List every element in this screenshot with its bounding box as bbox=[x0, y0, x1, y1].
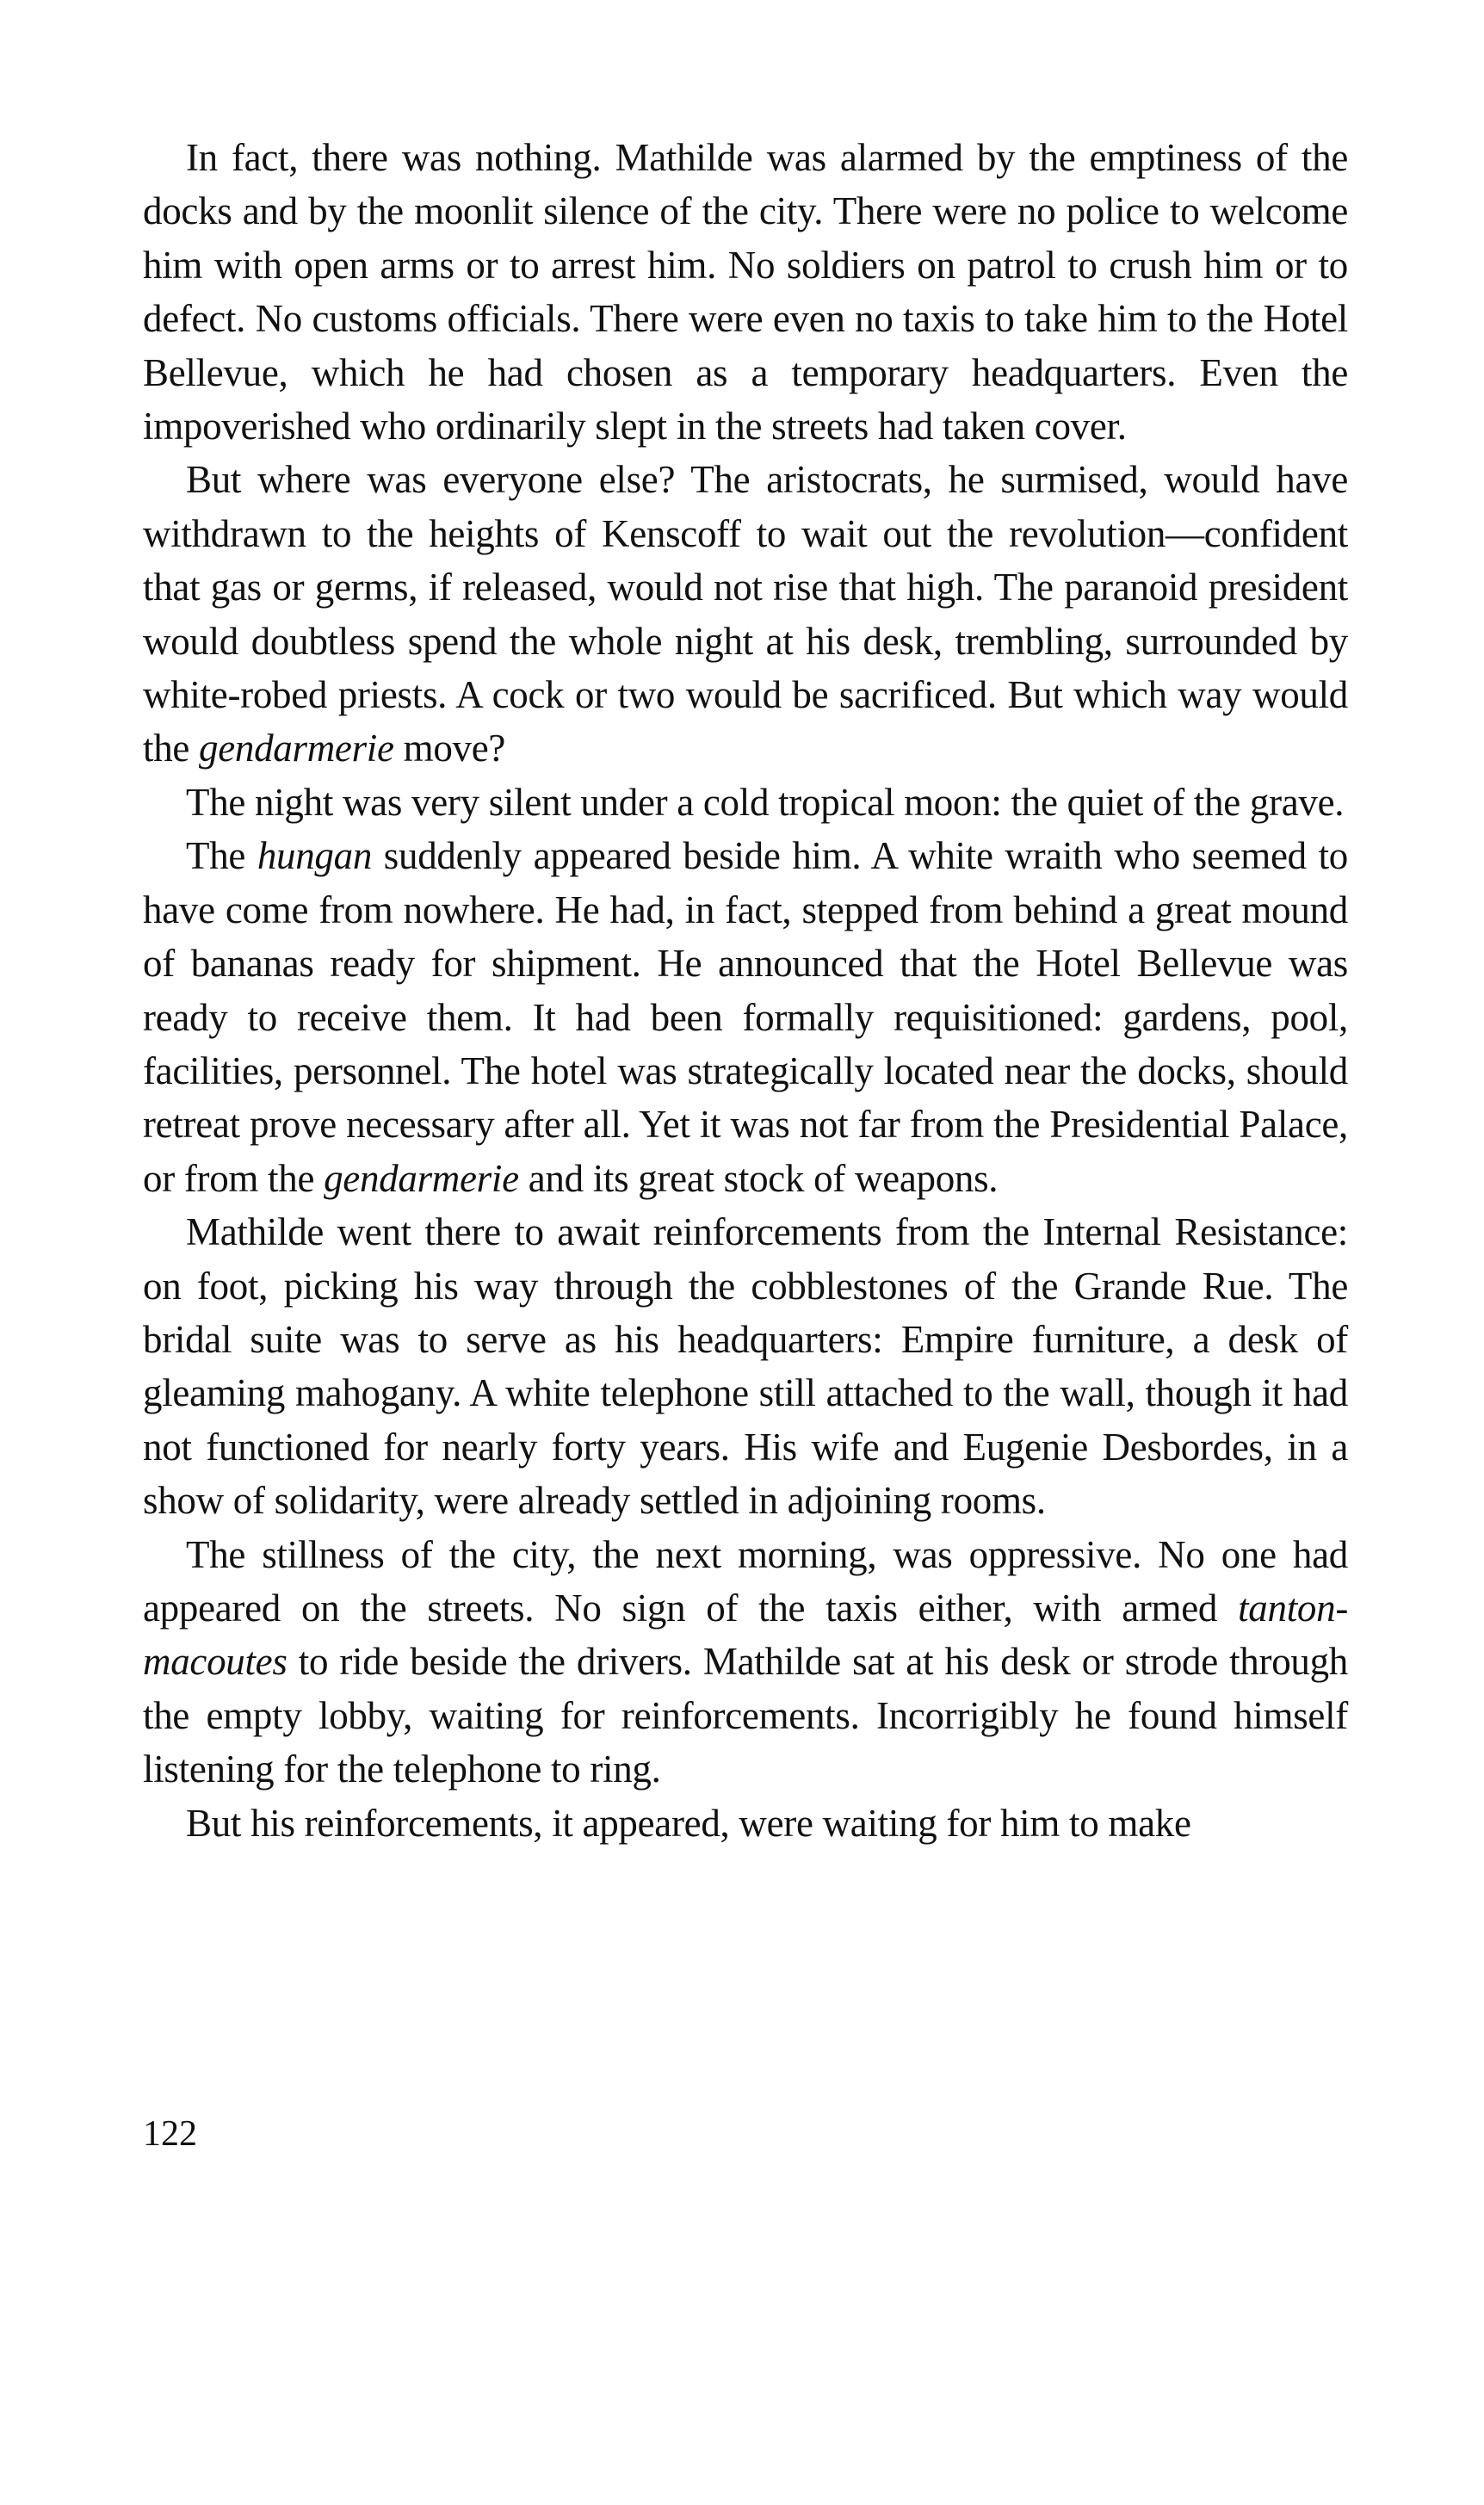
text-run: The night was very silent under a cold tropical moon: the quiet of the grave. bbox=[186, 780, 1345, 824]
italic-term: gendarmerie bbox=[199, 727, 394, 770]
text-run: move? bbox=[393, 727, 506, 770]
text-run: suddenly appeared beside him. A white wraith who seemed to have come from nowhere. He had, in fact, stepped from behind a great mound of bananas ready for shipment. He announced that the Hotel Bellevue was ready to receive them. It had been formally requisitioned: gardens, pool, facilities, personnel. The hotel was strategically located near the docks, should retreat prove necessary after all. Yet it was not far from the Presidential Palace, or from the bbox=[143, 834, 1348, 1200]
text-run: to ride beside the drivers. Mathilde sat at his desk or strode through the empty lobby, waiting for reinforcements. Incorrigibly he found himself listening for the telephone to ring. bbox=[143, 1640, 1348, 1791]
paragraph bbox=[143, 776, 1348, 829]
paragraph bbox=[143, 829, 1348, 1205]
text-run: Mathilde went there to await reinforcements from the Internal Resistance: on foot, picking his way through the cobblestones of the Grande Rue. The bridal suite was to serve as his headquarters: Empire furniture, a desk of gleaming mahogany. A white telephone still attached to the wall, though it had not functioned for nearly forty years. His wife and Eugenie Desbordes, in a show of solidarity, were already settled in adjoining rooms. bbox=[143, 1210, 1348, 1523]
paragraph bbox=[143, 131, 1348, 453]
text-run: The stillness of the city, the next morning, was oppressive. No one had appeared on the streets. No sign of the taxis either, with armed bbox=[143, 1532, 1348, 1630]
italic-term: tanton-macoutes bbox=[143, 1586, 1348, 1684]
text-run: In fact, there was nothing. Mathilde was alarmed by the emptiness of the docks and by the moonlit silence of the city. There were no police to welcome him with open arms or to arrest him. No soldiers on patrol to crush him or to defect. No customs officials. There were even no taxis to take him to the Hotel Bellevue, which he had chosen as a temporary headquarters. Even the impoverished who ordinarily slept in the streets had taken cover. bbox=[143, 136, 1348, 448]
text-run: But where was everyone else? The aristocrats, he surmised, would have withdrawn to the heights of Kenscoff to wait out the revolution—confident that gas or germs, if released, would not rise that high. The paranoid president would doubtless spend the whole night at his desk, trembling, surrounded by white-robed priests. A cock or two would be sacrificed. But which way would the bbox=[143, 458, 1348, 770]
paragraph bbox=[143, 1205, 1348, 1527]
italic-term: gendarmerie bbox=[324, 1156, 519, 1200]
paragraph bbox=[143, 1528, 1348, 1797]
italic-term: hungan bbox=[257, 834, 373, 878]
text-run: But his reinforcements, it appeared, were waiting for him to make bbox=[186, 1801, 1191, 1845]
text-run: and its great stock of weapons. bbox=[518, 1156, 999, 1200]
text-run: The bbox=[186, 834, 257, 878]
paragraph bbox=[143, 453, 1348, 775]
paragraph bbox=[143, 1797, 1348, 1850]
page-number: 122 bbox=[143, 2114, 197, 2154]
body-text bbox=[143, 131, 1348, 1850]
